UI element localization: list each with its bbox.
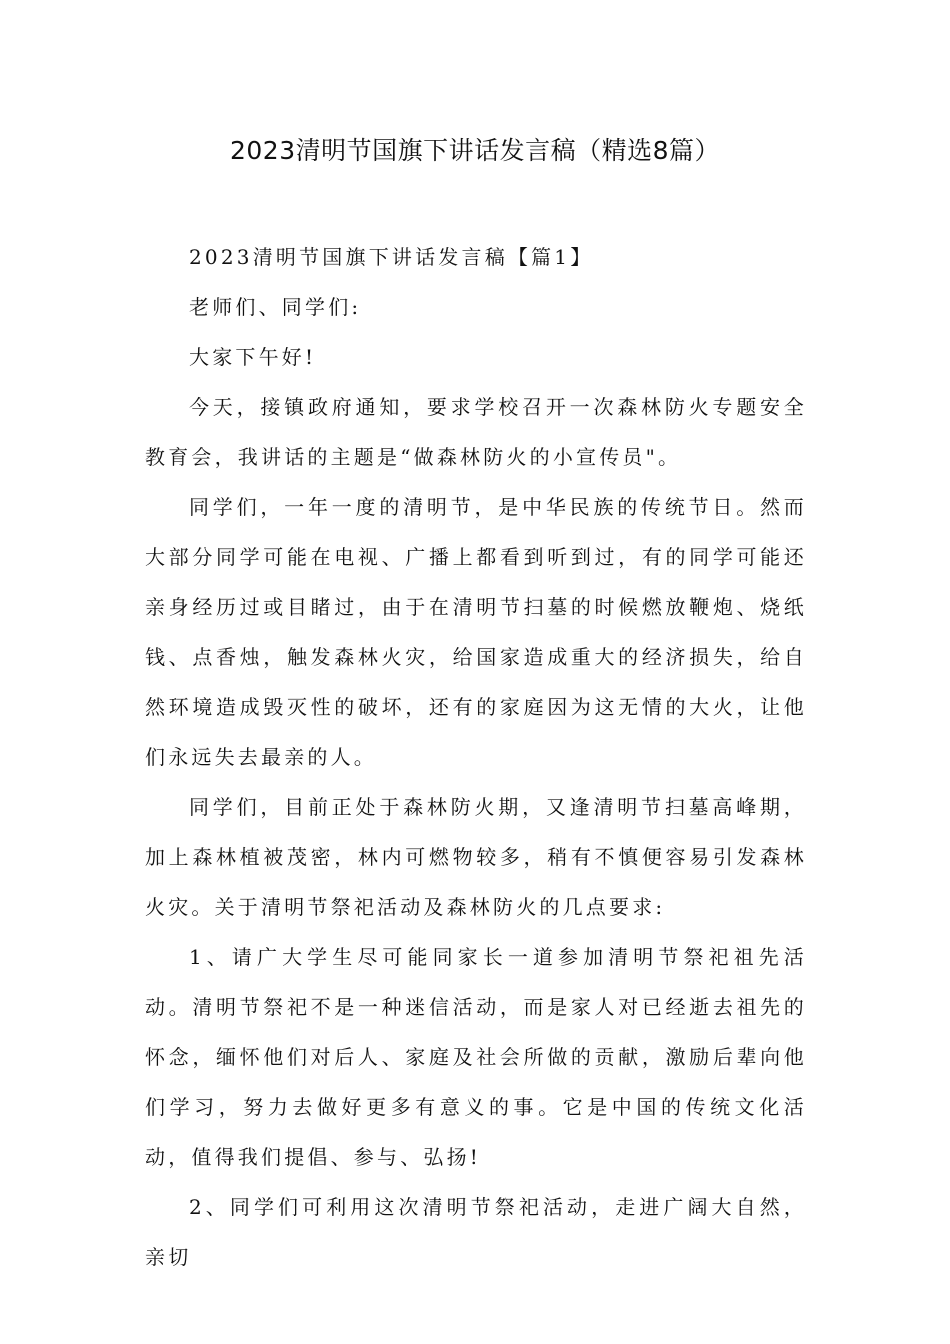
paragraph-requirement-1: 1、请广大学生尽可能同家长一道参加清明节祭祀祖先活动。清明节祭祀不是一种迷信活动，而是家人对已经逝去祖先的怀念，缅怀他们对后人、家庭及社会所做的贡献，激励后辈向他们学习，努力去做好更多有意义的事。它是中国的传统文化活动，值得我们提倡、参与、弘扬! xyxy=(145,945,807,1169)
paragraph-requirements-intro: 同学们，目前正处于森林防火期，又逢清明节扫墓高峰期，加上森林植被茂密，林内可燃物较多，稍有不慎便容易引发森林火灾。关于清明节祭祀活动及森林防火的几点要求: xyxy=(145,795,807,919)
section-heading: 2023清明节国旗下讲话发言稿【篇1】 xyxy=(189,245,594,269)
paragraph-requirement-2: 2、同学们可利用这次清明节祭祀活动，走进广阔大自然，亲切 xyxy=(145,1195,807,1269)
paragraph-salutation: 大家下午好! xyxy=(189,345,317,369)
paragraph-intro: 今天，接镇政府通知，要求学校召开一次森林防火专题安全教育会，我讲话的主题是“做森林防火的小宣传员"。 xyxy=(145,395,807,469)
paragraph-background: 同学们，一年一度的清明节，是中华民族的传统节日。然而大部分同学可能在电视、广播上都看到听到过，有的同学可能还亲身经历过或目睹过，由于在清明节扫墓的时候燃放鞭炮、烧纸钱、点香烛，触发森林火灾，给国家造成重大的经济损失，给自然环境造成毁灭性的破坏，还有的家庭因为这无情的大火，让他们永远失去最亲的人。 xyxy=(145,495,807,769)
document-title: 2023清明节国旗下讲话发言稿（精选8篇） xyxy=(229,136,721,165)
document-body xyxy=(145,232,807,1282)
paragraph-greeting: 老师们、同学们: xyxy=(189,295,362,319)
